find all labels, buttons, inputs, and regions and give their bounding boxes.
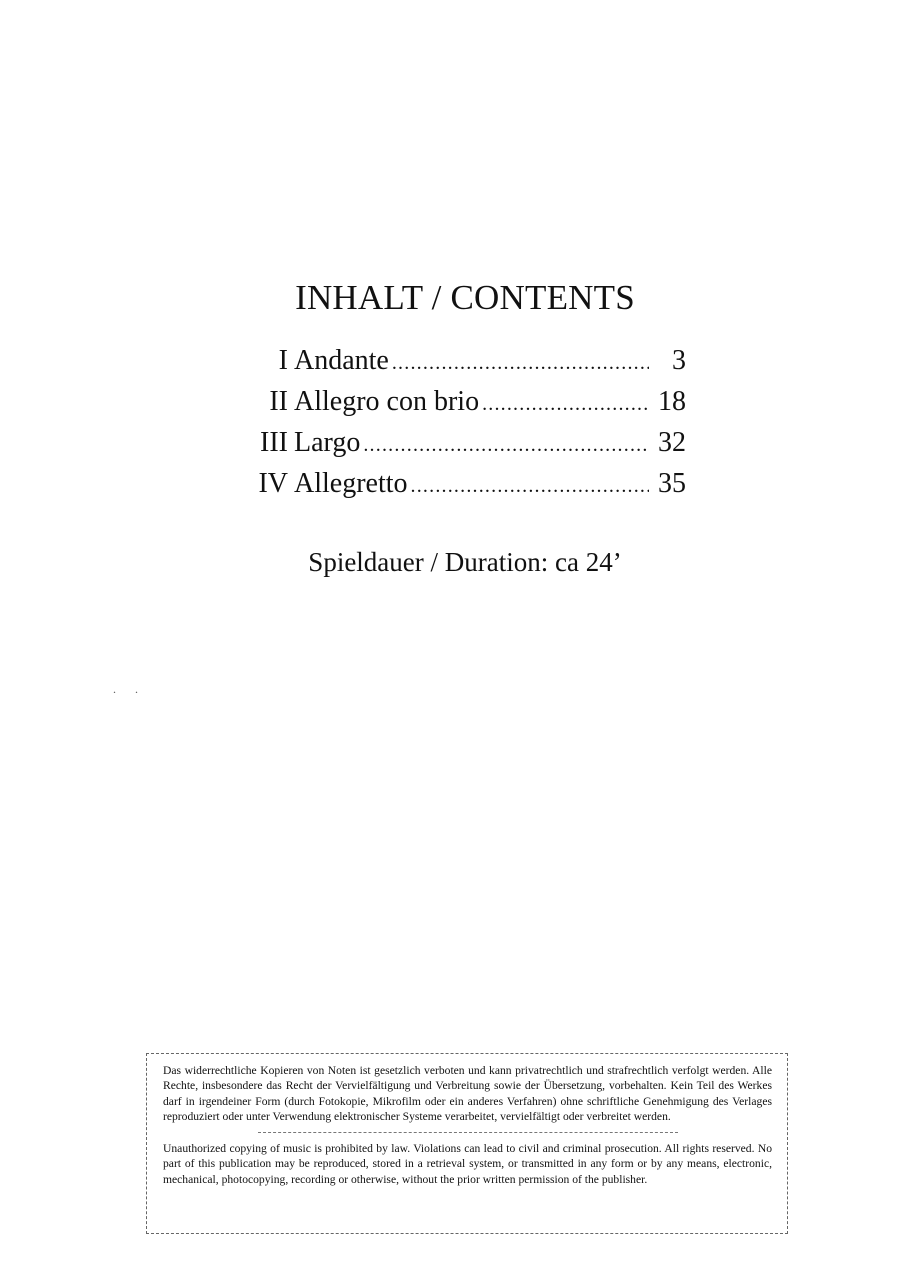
toc-entry <box>236 340 686 381</box>
contents-heading: INHALT / CONTENTS <box>295 278 635 317</box>
movement-title: Allegro con brio <box>294 386 480 417</box>
dot-leader <box>411 466 649 507</box>
copyright-notice-german: Das widerrechtliche Kopieren von Noten ist gesetzlich verboten und kann privatrechtlich und strafrechtlich verfolgt werden. Alle Rechte, insbesondere das Recht der Vervielfältigung und Verbreitung sowie der Übersetzung, vorbehalten. Kein Teil des Werkes darf in irgendeiner Form (durch Fotokopie, Mikrofilm oder ein anderes Verfahren) ohne schriftliche Genehmigung des Verlages reproduziert oder unter Verwendung elektronischer Systeme verarbeitet, vervielfältigt oder verbreitet werden. <box>163 1064 772 1123</box>
toc-entry <box>236 422 686 463</box>
notice-divider <box>258 1132 678 1133</box>
dot-leader <box>482 384 649 425</box>
movement-numeral: IV <box>258 468 288 499</box>
page-number: 35 <box>658 468 686 499</box>
movement-numeral: I <box>278 345 288 376</box>
movement-numeral: II <box>269 386 288 417</box>
copyright-notice-english: Unauthorized copying of music is prohibited by law. Violations can lead to civil and criminal prosecution. All rights reserved. No part of this publication may be reproduced, stored in a retrieval system, or transmitted in any form or by any means, electronic, mechanical, photocopying, recording or otherwise, without the prior written permission of the publisher. <box>163 1142 772 1186</box>
table-of-contents <box>236 340 686 504</box>
movement-title: Largo <box>294 427 361 458</box>
duration-text: Spieldauer / Duration: ca 24’ <box>308 547 622 577</box>
page-number: 3 <box>672 345 686 376</box>
page-number: 18 <box>658 386 686 417</box>
movement-title: Andante <box>294 345 389 376</box>
toc-entry <box>236 381 686 422</box>
toc-entry <box>236 463 686 504</box>
movement-numeral: III <box>260 427 288 458</box>
dot-leader <box>363 425 649 466</box>
copyright-notice-box <box>146 1053 788 1234</box>
scan-specks: . . <box>113 682 146 696</box>
movement-title: Allegretto <box>294 468 408 499</box>
dot-leader <box>392 343 649 384</box>
page-number: 32 <box>658 427 686 458</box>
